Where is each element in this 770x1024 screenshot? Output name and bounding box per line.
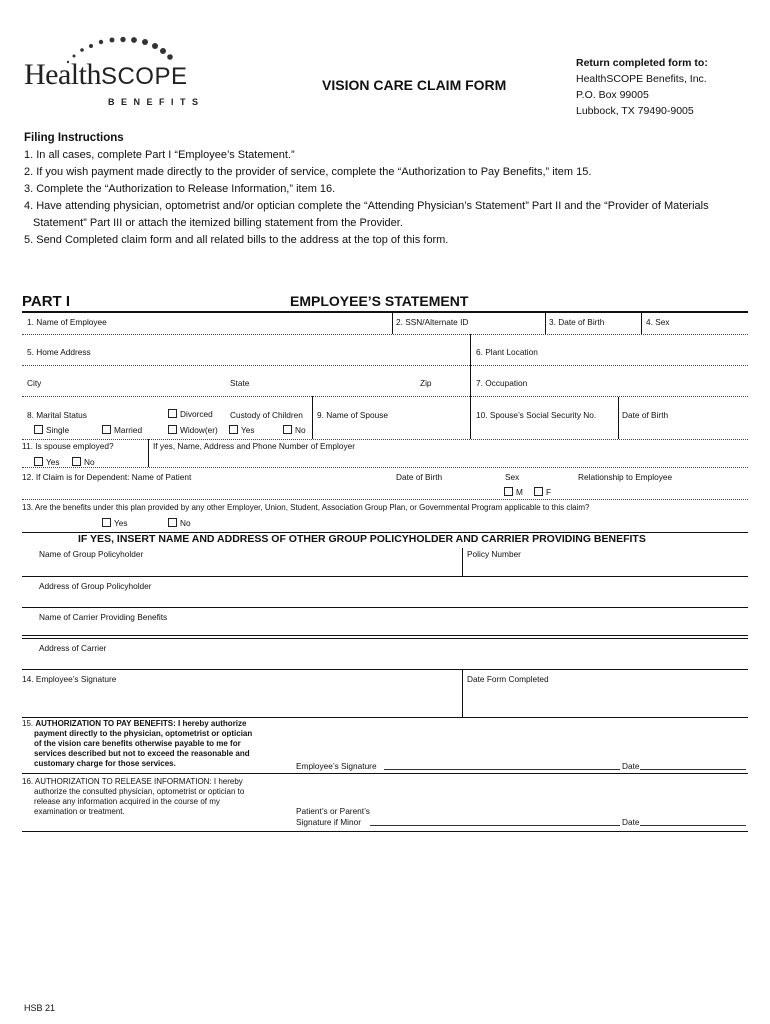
spouse-dob-label: Date of Birth [622,410,669,420]
auth15-line: services described but not to exceed the reasonable and [34,749,250,758]
single-option[interactable] [34,425,69,435]
other-plan-no-option[interactable] [168,518,191,528]
auth16-line: 16. AUTHORIZATION TO RELEASE INFORMATION: I hereby [22,777,243,786]
auth16-line: examination or treatment. [34,807,125,816]
return-address [576,55,708,119]
employee-signature-label: 14. Employee’s Signature [22,674,117,684]
instruction-item: 4. Have attending physician, optometrist and/or optician complete the “Attending Physician’s Statement” Part II and the “Provider of Materials [24,200,709,212]
dependent-dob-label: Date of Birth [396,472,443,482]
address-policyholder-label: Address of Group Policyholder [39,581,152,591]
logo-subtitle: BENEFITS [108,97,205,107]
married-label: Married [114,425,143,435]
return-line: HealthSCOPE Benefits, Inc. [576,73,707,85]
yes-label: Yes [241,425,255,435]
return-line: Lubbock, TX 79490-9005 [576,105,694,117]
married-option[interactable] [102,425,142,435]
custody-yes-checkbox[interactable] [229,425,238,434]
married-checkbox[interactable] [102,425,111,434]
filing-instructions [24,130,754,249]
female-label: F [546,487,552,497]
yes-label: Yes [114,518,128,528]
spouse-employed-yes-checkbox[interactable] [34,457,43,466]
group-policyholder-label: Name of Group Policyholder [39,549,144,559]
plant-location-label: 6. Plant Location [476,347,538,357]
auth15-date-label: Date [622,761,640,771]
other-coverage-heading: IF YES, INSERT NAME AND ADDRESS OF OTHER GROUP POLICYHOLDER AND CARRIER PROVIDING BENEFITS [78,533,646,545]
part1-form [22,293,748,831]
single-checkbox[interactable] [34,425,43,434]
auth15-signature-label: Employee’s Signature [296,761,377,771]
section-heading: EMPLOYEE’S STATEMENT [290,293,469,309]
auth16-line: release any information acquired in the course of my [34,797,220,806]
logo-word-scope: SCOPE [100,63,188,90]
spouse-employed-no-checkbox[interactable] [72,457,81,466]
dependent-female-option[interactable] [534,487,551,497]
auth15-line: AUTHORIZATION TO PAY BENEFITS: I hereby authorize [35,719,247,728]
widowed-checkbox[interactable] [168,425,177,434]
no-label: No [84,457,95,467]
custody-label: Custody of Children [230,410,303,420]
widowed-option[interactable] [168,425,218,435]
date-of-birth-label: 3. Date of Birth [549,317,605,327]
spouse-employed-no-option[interactable] [72,457,95,467]
divorced-label: Divorced [180,409,213,419]
auth16-signature-line[interactable] [370,825,620,826]
instruction-item: 3. Complete the “Authorization to Release Information,” item 16. [24,183,336,195]
state-label: State [230,378,250,388]
authorization-release-text [22,777,290,817]
authorization-pay-text [22,719,290,769]
no-label: No [295,425,306,435]
form-title: VISION CARE CLAIM FORM [322,77,507,93]
spouse-employer-label: If yes, Name, Address and Phone Number of Employer [153,441,355,451]
auth16-date-line[interactable] [640,825,746,826]
male-label: M [516,487,523,497]
instruction-item: 2. If you wish payment made directly to the provider of service, complete the “Authorization to Pay Benefits,” item 15. [24,166,592,178]
relationship-label: Relationship to Employee [578,472,673,482]
instruction-item: 5. Send Completed claim form and all related bills to the address at the top of this form. [24,234,449,246]
single-label: Single [46,425,70,435]
other-plan-yes-option[interactable] [102,518,128,528]
carrier-name-label: Name of Carrier Providing Benefits [39,612,168,622]
custody-no-checkbox[interactable] [283,425,292,434]
other-plan-question: 13. Are the benefits under this plan provided by any other Employer, Union, Student, Association Group Plan, or Governmental Program applicable to this claim? [22,503,590,512]
occupation-label: 7. Occupation [476,378,528,388]
dependent-sex-label: Sex [505,472,520,482]
other-plan-yes-checkbox[interactable] [102,518,111,527]
part-label: PART I [22,293,71,310]
female-checkbox[interactable] [534,487,543,496]
auth16-signature-label-1: Patient’s or Parent’s [296,806,370,816]
male-checkbox[interactable] [504,487,513,496]
auth15-line: payment directly to the physician, optometrist or optician [34,729,253,738]
spouse-employed-yes-option[interactable] [34,457,60,467]
auth16-line: authorize the consulted physician, optometrist or optician to [34,787,245,796]
auth15-line: customary charge for those services. [34,759,176,768]
divorced-option[interactable] [168,409,213,419]
dependent-male-option[interactable] [504,487,523,497]
custody-yes-option[interactable] [229,425,255,435]
instruction-item: 1. In all cases, complete Part I “Employee’s Statement.” [24,149,295,161]
ssn-label: 2. SSN/Alternate ID [396,317,469,327]
form-code: HSB 21 [24,1003,56,1013]
divorced-checkbox[interactable] [168,409,177,418]
auth16-signature-label-2: Signature if Minor [296,817,362,827]
spouse-employed-label: 11. Is spouse employed? [22,441,114,451]
name-of-employee-label: 1. Name of Employee [27,317,107,327]
auth16-date-label: Date [622,817,640,827]
sex-label: 4. Sex [646,317,670,327]
dependent-label: 12. If Claim is for Dependent: Name of Patient [22,472,192,482]
other-plan-no-checkbox[interactable] [168,518,177,527]
policy-number-label: Policy Number [467,549,521,559]
spouse-ssn-label: 10. Spouse’s Social Security No. [476,410,597,420]
spouse-name-label: 9. Name of Spouse [317,410,389,420]
auth15-line: of the vision care benefits otherwise payable to me for [34,739,241,748]
no-label: No [180,518,191,528]
marital-status-label: 8. Marital Status [27,410,87,420]
yes-label: Yes [46,457,60,467]
return-line: P.O. Box 99005 [576,89,649,101]
logo [22,36,212,111]
custody-no-option[interactable] [283,425,306,435]
auth15-number: 15. [22,719,36,728]
widowed-label: Widow(er) [180,425,218,435]
return-label: Return completed form to: [576,57,708,69]
city-label: City [27,378,42,388]
auth15-date-line[interactable] [640,769,746,770]
carrier-address-label: Address of Carrier [39,643,107,653]
zip-label: Zip [420,378,432,388]
home-address-label: 5. Home Address [27,347,91,357]
date-completed-label: Date Form Completed [467,674,549,684]
instructions-heading: Filing Instructions [24,132,124,144]
logo-word-health: Health [24,58,101,91]
auth15-signature-line[interactable] [384,769,620,770]
instruction-item: Statement” Part III or attach the itemized billing statement from the Provider. [33,217,403,229]
